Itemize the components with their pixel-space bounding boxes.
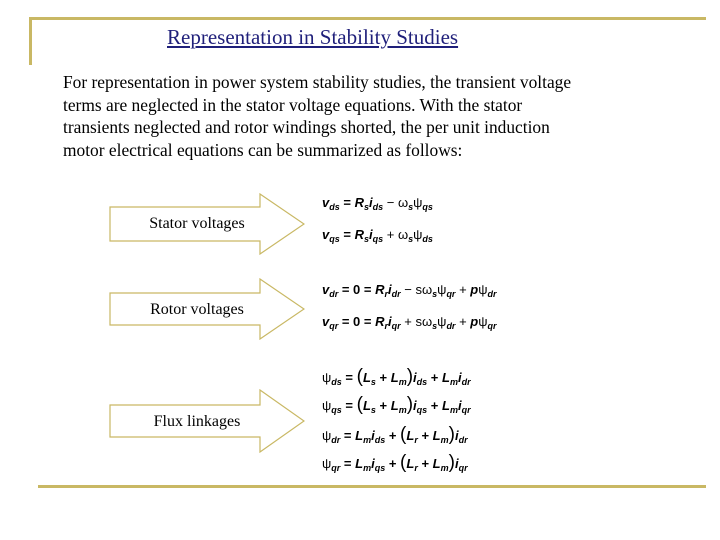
flux-qr-equation: $\psi_{qr} = L_mi_{qs} + (L_r + L_m)i_{qr}$ — [322, 452, 468, 473]
frame-top-bar — [29, 17, 706, 20]
flux-dr-equation: $\psi_{dr} = L_mi_{ds} + (L_r + L_m)i_{dr}$ — [322, 424, 468, 445]
rotor-voltages-label: Rotor voltages — [150, 301, 244, 318]
flux-linkages-label: Flux linkages — [153, 413, 241, 430]
intro-line: terms are neglected in the stator voltage equations. With the stator — [63, 94, 523, 115]
intro-line: motor electrical equations can be summarized as follows: — [63, 139, 463, 160]
stator-d-equation: $v_{ds} = R_si_{ds} - \omega_s\psi_{qs}$ — [322, 195, 433, 212]
flux-ds-equation: $\psi_{ds} = (L_s + L_m)i_{ds} + L_mi_{dr}$ — [322, 366, 471, 387]
intro-paragraph — [63, 71, 663, 161]
intro-line: For representation in power system stability studies, the transient voltage — [63, 72, 572, 92]
rotor-q-equation: $v_{qr} = 0 = R_ri_{qr} + s\omega_s\psi_{dr} + p\psi_{qr}$ — [322, 314, 497, 331]
stator-q-equation: $v_{qs} = R_si_{qs} + \omega_s\psi_{ds}$ — [322, 227, 433, 244]
rotor-d-equation: $v_{dr} = 0 = R_ri_{dr} - s\omega_s\psi_{qr} + p\psi_{dr}$ — [322, 282, 497, 299]
intro-line: transients neglected and rotor windings shorted, the per unit induction — [63, 117, 550, 137]
frame-left-bar — [29, 17, 32, 65]
stator-voltages-label: Stator voltages — [149, 215, 245, 232]
slide-title: Representation in Stability Studies — [167, 25, 459, 49]
frame-bottom-bar — [38, 485, 706, 488]
flux-qs-equation: $\psi_{qs} = (L_s + L_m)i_{qs} + L_mi_{qr}$ — [322, 394, 471, 415]
